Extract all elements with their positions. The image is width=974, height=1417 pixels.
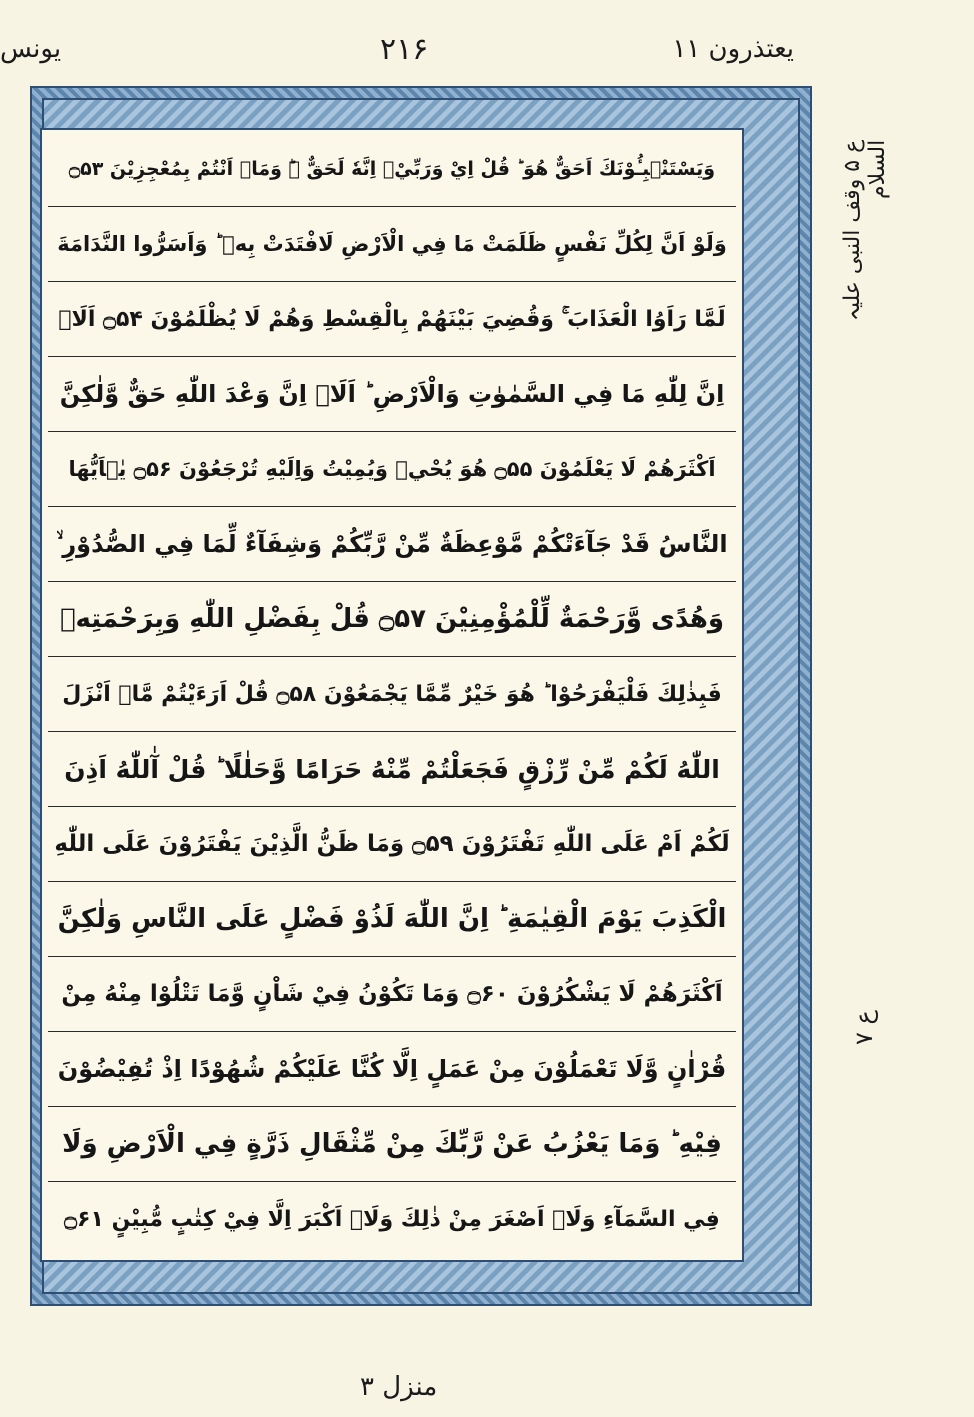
text-line-3: لَمَّا رَاَوُا الْعَذَابَ ۚ وَقُضِيَ بَيْنَهُمْ بِالْقِسْطِ وَهُمْ لَا يُظْلَمُوْنَ ۝۵۴ اَلَاۤ (58, 306, 726, 332)
text-line-14: فِيْهِ ؕ وَمَا يَعْزُبُ عَنْ رَّبِّكَ مِنْ مِّثْقَالِ ذَرَّةٍ فِي الْاَرْضِ وَلَا (62, 1129, 722, 1159)
text-line-9: اللّٰهُ لَكُمْ مِّنْ رِّزْقٍ فَجَعَلْتُمْ مِّنْهُ حَرَامًا وَّحَلٰلًا ؕ قُلْ آٰللّٰهُ اَذِنَ (64, 754, 720, 784)
text-line-15: فِي السَّمَآءِ وَلَاۤ اَصْغَرَ مِنْ ذٰلِكَ وَلَاۤ اَكْبَرَ اِلَّا فِيْ كِتٰبٍ مُّبِيْنٍ ۝۶۱ (64, 1206, 720, 1232)
juz-name: یعتذرون ۱۱ (672, 34, 794, 64)
text-line-5: اَكْثَرَهُمْ لَا يَعْلَمُوْنَ ۝۵۵ هُوَ يُحْيٖ وَيُمِيْتُ وَاِلَيْهِ تُرْجَعُوْنَ ۝۵۶ يٰۤاَيُّهَا (68, 457, 716, 481)
text-line-10: لَكُمْ اَمْ عَلَى اللّٰهِ تَفْتَرُوْنَ ۝۵۹ وَمَا ظَنُّ الَّذِيْنَ يَفْتَرُوْنَ عَلَى اللّٰهِ (54, 831, 730, 857)
manzil-label: منزل ۳ (360, 1372, 438, 1402)
text-line-11: الْكَذِبَ يَوْمَ الْقِيٰمَةِ ؕ اِنَّ اللّٰهَ لَذُوْ فَضْلٍ عَلَى النَّاسِ وَلٰكِنَّ (57, 904, 727, 934)
text-line-6: النَّاسُ قَدْ جَآءَتْكُمْ مَّوْعِظَةٌ مِّنْ رَّبِّكُمْ وَشِفَآءٌ لِّمَا فِي الصُّدُوْرِ ۙ (56, 530, 728, 558)
text-line-4: اِنَّ لِلّٰهِ مَا فِي السَّمٰوٰتِ وَالْاَرْضِ ؕ اَلَاۤ اِنَّ وَعْدَ اللّٰهِ حَقٌّ وَّلٰكِنَّ (59, 380, 725, 408)
surah-name: یونس (0, 34, 62, 64)
text-line-8: فَبِذٰلِكَ فَلْيَفْرَحُوْا ؕ هُوَ خَيْرٌ مِّمَّا يَجْمَعُوْنَ ۝۵۸ قُلْ اَرَءَيْتُمْ مَّاۤ اَنْزَلَ (62, 681, 722, 707)
text-line-7: وَهُدًى وَّرَحْمَةٌ لِّلْمُؤْمِنِيْنَ ۝۵۷ قُلْ بِفَضْلِ اللّٰهِ وَبِرَحْمَتِهٖ (59, 604, 725, 634)
text-line-2: وَلَوْ اَنَّ لِكُلِّ نَفْسٍ ظَلَمَتْ مَا فِي الْاَرْضِ لَافْتَدَتْ بِهٖ ؕ وَاَسَرُّوا النَّدَامَةَ (57, 232, 727, 256)
text-panel (40, 128, 744, 1262)
text-line-12: اَكْثَرَهُمْ لَا يَشْكُرُوْنَ ۝۶۰ وَمَا تَكُوْنُ فِيْ شَاْنٍ وَّمَا تَتْلُوْا مِنْهُ مِنْ (61, 981, 723, 1007)
margin-note-ruku: ع ۵ وقف النبی علیہ السلام (840, 140, 890, 322)
text-line-1: وَيَسْتَنْۢبِـُٔوْنَكَ اَحَقٌّ هُوَ ؕ قُلْ اِيْ وَرَبِّيْۤ اِنَّهٗ لَحَقٌّ ؔؕ وَمَاۤ اَنْتُمْ بِمُعْجِزِيْنَ ۝۵۳ (68, 158, 716, 180)
text-line-13: قُرْاٰنٍ وَّلَا تَعْمَلُوْنَ مِنْ عَمَلٍ اِلَّا كُنَّا عَلَيْكُمْ شُهُوْدًا اِذْ تُفِيْضُوْنَ (57, 1055, 727, 1083)
page-number: ۲۱۶ (380, 32, 429, 67)
page-header (0, 28, 974, 78)
margin-note-ruku-end: ع ۷ (850, 1010, 878, 1045)
